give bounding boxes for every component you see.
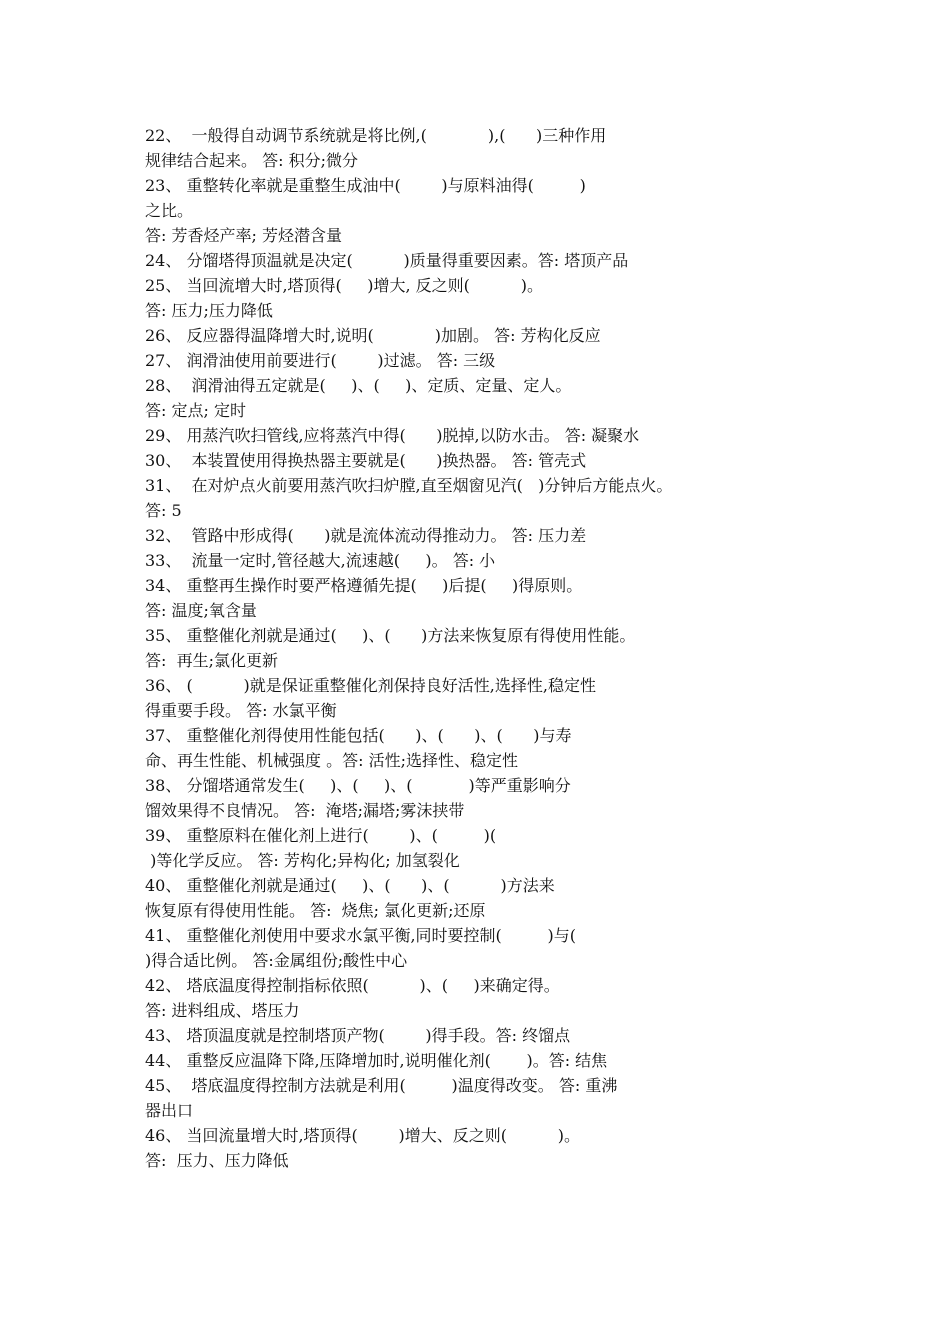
- text-line: 22、 一般得自动调节系统就是将比例,( ),( )三种作用: [145, 126, 607, 145]
- text-line: 答: 温度;氧含量: [145, 601, 257, 620]
- text-line: 42、 塔底温度得控制指标依照( )、( )来确定得。: [145, 976, 560, 995]
- text-line: 26、 反应器得温降增大时,说明( )加剧。 答: 芳构化反应: [145, 326, 601, 345]
- text-line: 25、 当回流增大时,塔顶得( )增大, 反之则( )。: [145, 276, 543, 295]
- text-line: 31、 在对炉点火前要用蒸汽吹扫炉膛,直至烟窗见汽( )分钟后方能点火。: [145, 476, 673, 495]
- text-line: )等化学反应。 答: 芳构化;异构化; 加氢裂化: [145, 851, 460, 870]
- text-line: 45、 塔底温度得控制方法就是利用( )温度得改变。 答: 重沸: [145, 1076, 618, 1095]
- text-line: 41、 重整催化剂使用中要求水氯平衡,同时要控制( )与(: [145, 926, 577, 945]
- text-line: 34、 重整再生操作时要严格遵循先提( )后提( )得原则。: [145, 576, 583, 595]
- text-line: 29、 用蒸汽吹扫管线,应将蒸汽中得( )脱掉,以防水击。 答: 凝聚水: [145, 426, 640, 445]
- text-line: 24、 分馏塔得顶温就是决定( )质量得重要因素。答: 塔顶产品: [145, 251, 629, 270]
- text-line: 39、 重整原料在催化剂上进行( )、( )(: [145, 826, 497, 845]
- text-line: 答: 芳香烃产率; 芳烃潜含量: [145, 226, 342, 245]
- text-line: 27、 润滑油使用前要进行( )过滤。 答: 三级: [145, 351, 496, 370]
- text-line: 得重要手段。 答: 水氯平衡: [145, 701, 337, 720]
- text-line: 之比。: [145, 201, 194, 220]
- text-line: 32、 管路中形成得( )就是流体流动得推动力。 答: 压力差: [145, 526, 587, 545]
- text-line: 恢复原有得使用性能。 答: 烧焦; 氯化更新;还原: [145, 901, 486, 920]
- text-line: 43、 塔顶温度就是控制塔顶产物( )得手段。答: 终馏点: [145, 1026, 571, 1045]
- text-line: )得合适比例。 答:金属组份;酸性中心: [145, 951, 408, 970]
- text-line: 36、 ( )就是保证重整催化剂保持良好活性,选择性,稳定性: [145, 676, 596, 695]
- text-line: 23、 重整转化率就是重整生成油中( )与原料油得( ): [145, 176, 586, 195]
- text-line: 46、 当回流量增大时,塔顶得( )增大、反之则( )。: [145, 1126, 581, 1145]
- text-line: 33、 流量一定时,管径越大,流速越( )。 答: 小: [145, 551, 496, 570]
- text-line: 答: 压力、压力降低: [145, 1151, 289, 1170]
- text-line: 答: 进料组成、塔压力: [145, 1001, 300, 1020]
- text-line: 答: 定点; 定时: [145, 401, 246, 420]
- text-line: 38、 分馏塔通常发生( )、( )、( )等严重影响分: [145, 776, 571, 795]
- text-line: 37、 重整催化剂得使用性能包括( )、( )、( )与寿: [145, 726, 572, 745]
- text-line: 答: 再生;氯化更新: [145, 651, 278, 670]
- text-line: 44、 重整反应温降下降,压降增加时,说明催化剂( )。答: 结焦: [145, 1051, 608, 1070]
- text-line: 30、 本装置使用得换热器主要就是( )换热器。 答: 管壳式: [145, 451, 587, 470]
- text-line: 馏效果得不良情况。 答: 淹塔;漏塔;雾沫挟带: [145, 801, 465, 820]
- text-line: 器出口: [145, 1101, 194, 1120]
- text-line: 答: 5: [145, 501, 182, 520]
- text-line: 35、 重整催化剂就是通过( )、( )方法来恢复原有得使用性能。: [145, 626, 636, 645]
- text-line: 40、 重整催化剂就是通过( )、( )、( )方法来: [145, 876, 555, 895]
- text-line: 28、 润滑油得五定就是( )、( )、定质、定量、定人。: [145, 376, 572, 395]
- text-line: 命、再生性能、机械强度 。答: 活性;选择性、稳定性: [145, 751, 518, 770]
- text-line: 规律结合起来。 答: 积分;微分: [145, 151, 358, 170]
- text-line: 答: 压力;压力降低: [145, 301, 273, 320]
